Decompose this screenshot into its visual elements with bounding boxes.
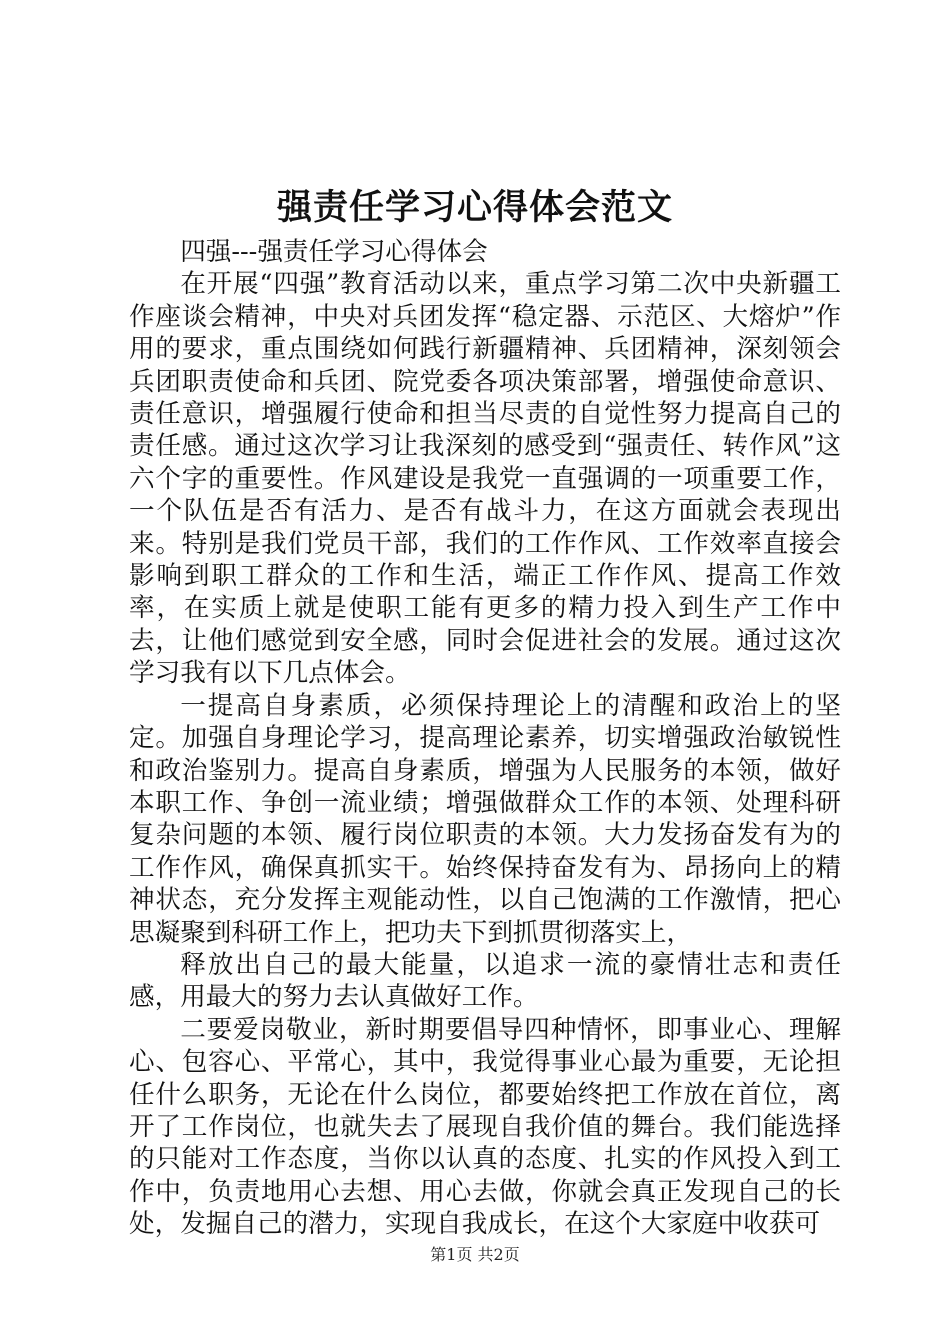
document-title: 强责任学习心得体会范文 (276, 187, 673, 228)
paragraph-intro: 在开展“四强”教育活动以来，重点学习第二次中央新疆工作座谈会精神，中央对兵团发挥“稳定器、示范区、大熔炉”作用的要求，重点围绕如何践行新疆精神、兵团精神，深刻领会兵团职责使命和兵团、院党委各项决策部署，增强使命意识、责任意识，增强履行使命和担当尽责的自觉性努力提高自己的责任感。通过这次学习让我深刻的感受到“强责任、转作风”这六个字的重要性。作风建设是我党一直强调的一项重要工作，一个队伍是否有活力、是否有战斗力，在这方面就会表现出来。特别是我们党员干部，我们的工作作风、工作效率直接会影响到职工群众的工作和生活，端正工作作风、提高工作效率，在实质上就是使职工能有更多的精力投入到生产工作中去，让他们感觉到安全感，同时会促进社会的发展。通过这次学习我有以下几点体会。 (129, 269, 841, 689)
paragraph-point-two: 二要爱岗敬业，新时期要倡导四种情怀，即事业心、理解心、包容心、平常心，其中，我觉得事业心最为重要，无论担任什么职务，无论在什么岗位，都要始终把工作放在首位，离开了工作岗位，也就失去了展现自我价值的舞台。我们能选择的只能对工作态度，当你以认真的态度、扎实的作风投入到工作中，负责地用心去想、用心去做，你就会真正发现自己的长处，发掘自己的潜力，实现自我成长，在这个大家庭中收获可 (129, 1014, 841, 1240)
paragraph-subtitle: 四强---强责任学习心得体会 (180, 237, 488, 267)
paragraph-point-one-continued: 释放出自己的最大能量，以追求一流的豪情壮志和责任感，用最大的努力去认真做好工作。 (129, 949, 841, 1013)
paragraph-point-one: 一提高自身素质，必须保持理论上的清醒和政治上的坚定。加强自身理论学习，提高理论素养，切实增强政治敏锐性和政治鉴别力。提高自身素质，增强为人民服务的本领，做好本职工作、争创一流业绩；增强做群众工作的本领、处理科研复杂问题的本领、履行岗位职责的本领。大力发扬奋发有为的工作作风，确保真抓实干。始终保持奋发有为、昂扬向上的精神状态，充分发挥主观能动性，以自己饱满的工作激情，把心思凝聚到科研工作上，把功夫下到抓贯彻落实上， (129, 690, 841, 948)
document-body (129, 236, 841, 1241)
page-footer: 第1页 共2页 (430, 1245, 520, 1264)
